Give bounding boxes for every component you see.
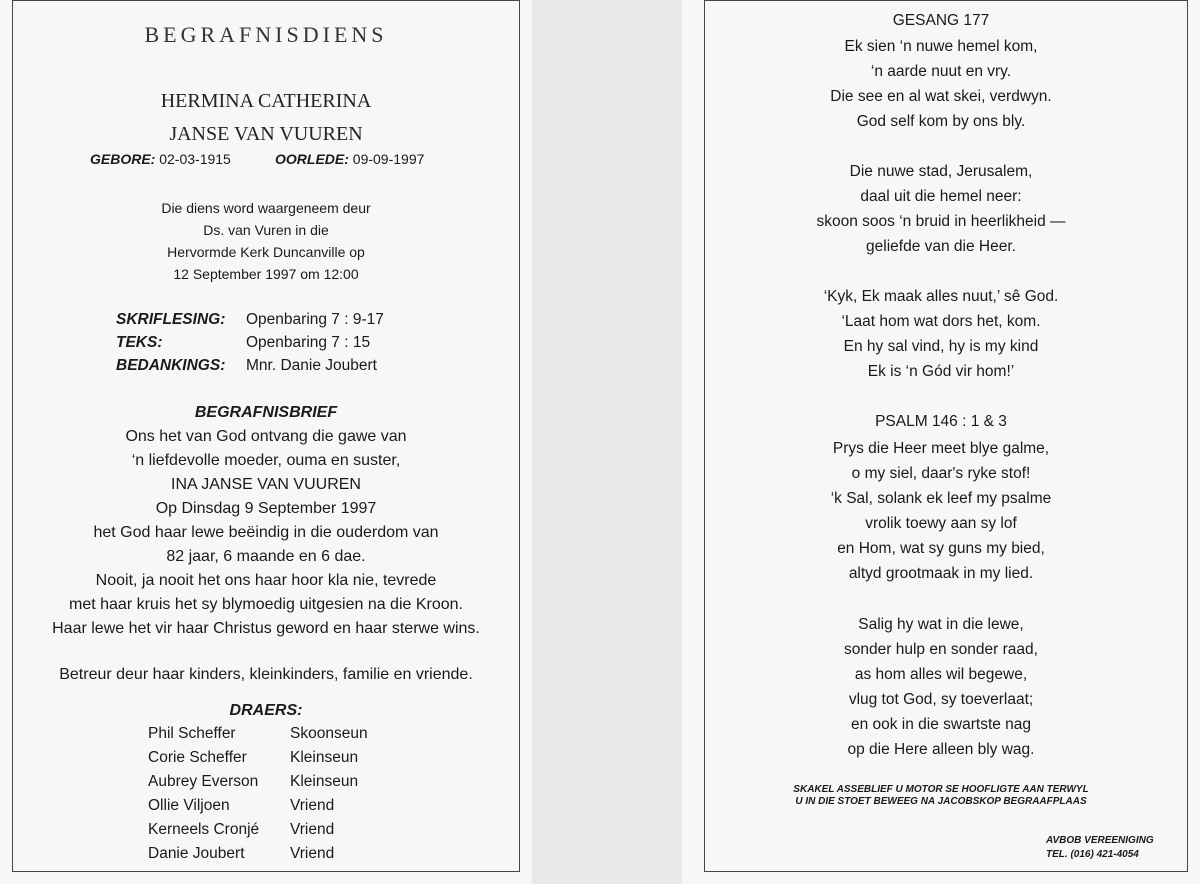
bearer-name: Phil Scheffer	[148, 725, 236, 742]
hymn-line: altyd grootmaak in my lied.	[848, 565, 1034, 582]
service-line: Ds. van Vuren in die	[203, 222, 329, 238]
hymn-line: God self kom by ons bly.	[856, 113, 1026, 130]
program-title: BEGRAFNISDIENS	[144, 22, 388, 47]
hymn-line: Die see en al wat skei, verdwyn.	[830, 88, 1052, 105]
hymn-line: ‘n aarde nuut en vry.	[870, 63, 1012, 80]
hymn-line: Die nuwe stad, Jerusalem,	[849, 163, 1033, 180]
letter-line: het God haar lewe beëindig in die ouderdom van	[93, 524, 439, 541]
letter-line: Nooit, ja nooit het ons haar hoor kla nie, tevrede	[95, 572, 437, 589]
hymn-line: Salig hy wat in die lewe,	[858, 616, 1024, 633]
detail-label: SKRIFLESING:	[116, 311, 226, 328]
bearer-relation: Vriend	[290, 845, 335, 862]
deceased-name-line2: JANSE VAN VUUREN	[169, 123, 363, 145]
hymn-line: vlug tot God, sy toeverlaat;	[848, 691, 1034, 708]
death-date-row	[275, 151, 424, 167]
hymn-line: Ek is ‘n Gód vir hom!’	[867, 363, 1015, 380]
detail-label: BEDANKINGS:	[116, 357, 226, 374]
letter-title: BEGRAFNISBRIEF	[194, 404, 338, 421]
bearer-relation: Skoonseun	[290, 725, 368, 742]
died-date: 09-09-1997	[352, 151, 425, 167]
bearers-title: DRAERS:	[229, 702, 303, 719]
hymn-line: op die Here alleen bly wag.	[847, 741, 1035, 758]
hymn-line: ‘Kyk, Ek maak alles nuut,’ sê God.	[823, 288, 1059, 305]
detail-value: Openbaring 7 : 9-17	[246, 311, 384, 328]
bearer-name: Aubrey Everson	[148, 773, 259, 790]
detail-label: TEKS:	[116, 334, 163, 351]
hymn-line: Prys die Heer meet blye galme,	[832, 440, 1050, 457]
hymn2-title: PSALM 146 : 1 & 3	[875, 413, 1007, 430]
detail-value: Openbaring 7 : 15	[246, 334, 371, 351]
service-line: Die diens word waargeneem deur	[161, 200, 371, 216]
funeral-program-left-page	[0, 0, 532, 884]
bearer-name: Danie Joubert	[148, 845, 245, 862]
bearer-relation: Vriend	[290, 797, 335, 814]
deceased-name-line1: HERMINA CATHERINA	[160, 90, 372, 112]
letter-line: ‘n liefdevolle moeder, ouma en suster,	[131, 452, 401, 469]
headlights-notice-line1: SKAKEL ASSEBLIEF U MOTOR SE HOOFLIGTE AAN TERWYL	[793, 784, 1089, 795]
bearer-relation: Kleinseun	[290, 773, 359, 790]
funeral-org-phone: TEL. (016) 421-4054	[1046, 849, 1139, 860]
hymn-line: sonder hulp en sonder raad,	[844, 641, 1038, 658]
headlights-notice-line2: U IN DIE STOET BEWEEG NA JACOBSKOP BEGRAAFPLAAS	[795, 796, 1087, 807]
hymn-line: as hom alles wil begewe,	[854, 666, 1028, 683]
bearer-name: Kerneels Cronjé	[148, 821, 260, 838]
mourned-by: Betreur deur haar kinders, kleinkinders, familie en vriende.	[59, 666, 473, 683]
funeral-program-right-page	[682, 0, 1200, 884]
hymn-line: daal uit die hemel neer:	[860, 188, 1022, 205]
letter-line: INA JANSE VAN VUUREN	[171, 476, 361, 493]
died-label: OORLEDE:	[275, 151, 349, 167]
bearer-relation: Vriend	[290, 821, 335, 838]
hymn-line: en Hom, wat sy guns my bied,	[837, 540, 1045, 557]
hymn-line: vrolik toewy aan sy lof	[865, 515, 1017, 532]
bearer-name: Corie Scheffer	[148, 749, 247, 766]
hymn-line: skoon soos ‘n bruid in heerlikheid —	[816, 213, 1066, 230]
detail-value: Mnr. Danie Joubert	[246, 357, 377, 374]
letter-line: Ons het van God ontvang die gawe van	[125, 428, 407, 445]
hymn-line: En hy sal vind, hy is my kind	[843, 338, 1039, 355]
birth-date-row	[90, 151, 231, 167]
letter-line: Haar lewe het vir haar Christus geword en haar sterwe wins.	[52, 620, 480, 637]
letter-line: met haar kruis het sy blymoedig uitgesien na die Kroon.	[69, 596, 463, 613]
hymn-line: Ek sien ‘n nuwe hemel kom,	[844, 38, 1038, 55]
service-line: 12 September 1997 om 12:00	[173, 266, 359, 282]
funeral-org-name: AVBOB VEREENIGING	[1046, 835, 1154, 846]
hymn-line: o my siel, daar's ryke stof!	[851, 465, 1031, 482]
service-line: Hervormde Kerk Duncanville op	[167, 244, 365, 260]
hymn-line: en ook in die swartste nag	[850, 716, 1032, 733]
bearer-name: Ollie Viljoen	[148, 797, 230, 814]
hymn-line: ‘k Sal, solank ek leef my psalme	[830, 490, 1052, 507]
born-label: GEBORE:	[90, 151, 156, 167]
hymn-line: ‘Laat hom wat dors het, kom.	[841, 313, 1041, 330]
letter-line: Op Dinsdag 9 September 1997	[155, 500, 377, 517]
born-date: 02-03-1915	[159, 151, 231, 167]
hymn1-title: GESANG 177	[892, 12, 990, 29]
letter-line: 82 jaar, 6 maande en 6 dae.	[166, 548, 366, 565]
hymn-line: geliefde van die Heer.	[866, 238, 1016, 255]
bearer-relation: Kleinseun	[290, 749, 359, 766]
